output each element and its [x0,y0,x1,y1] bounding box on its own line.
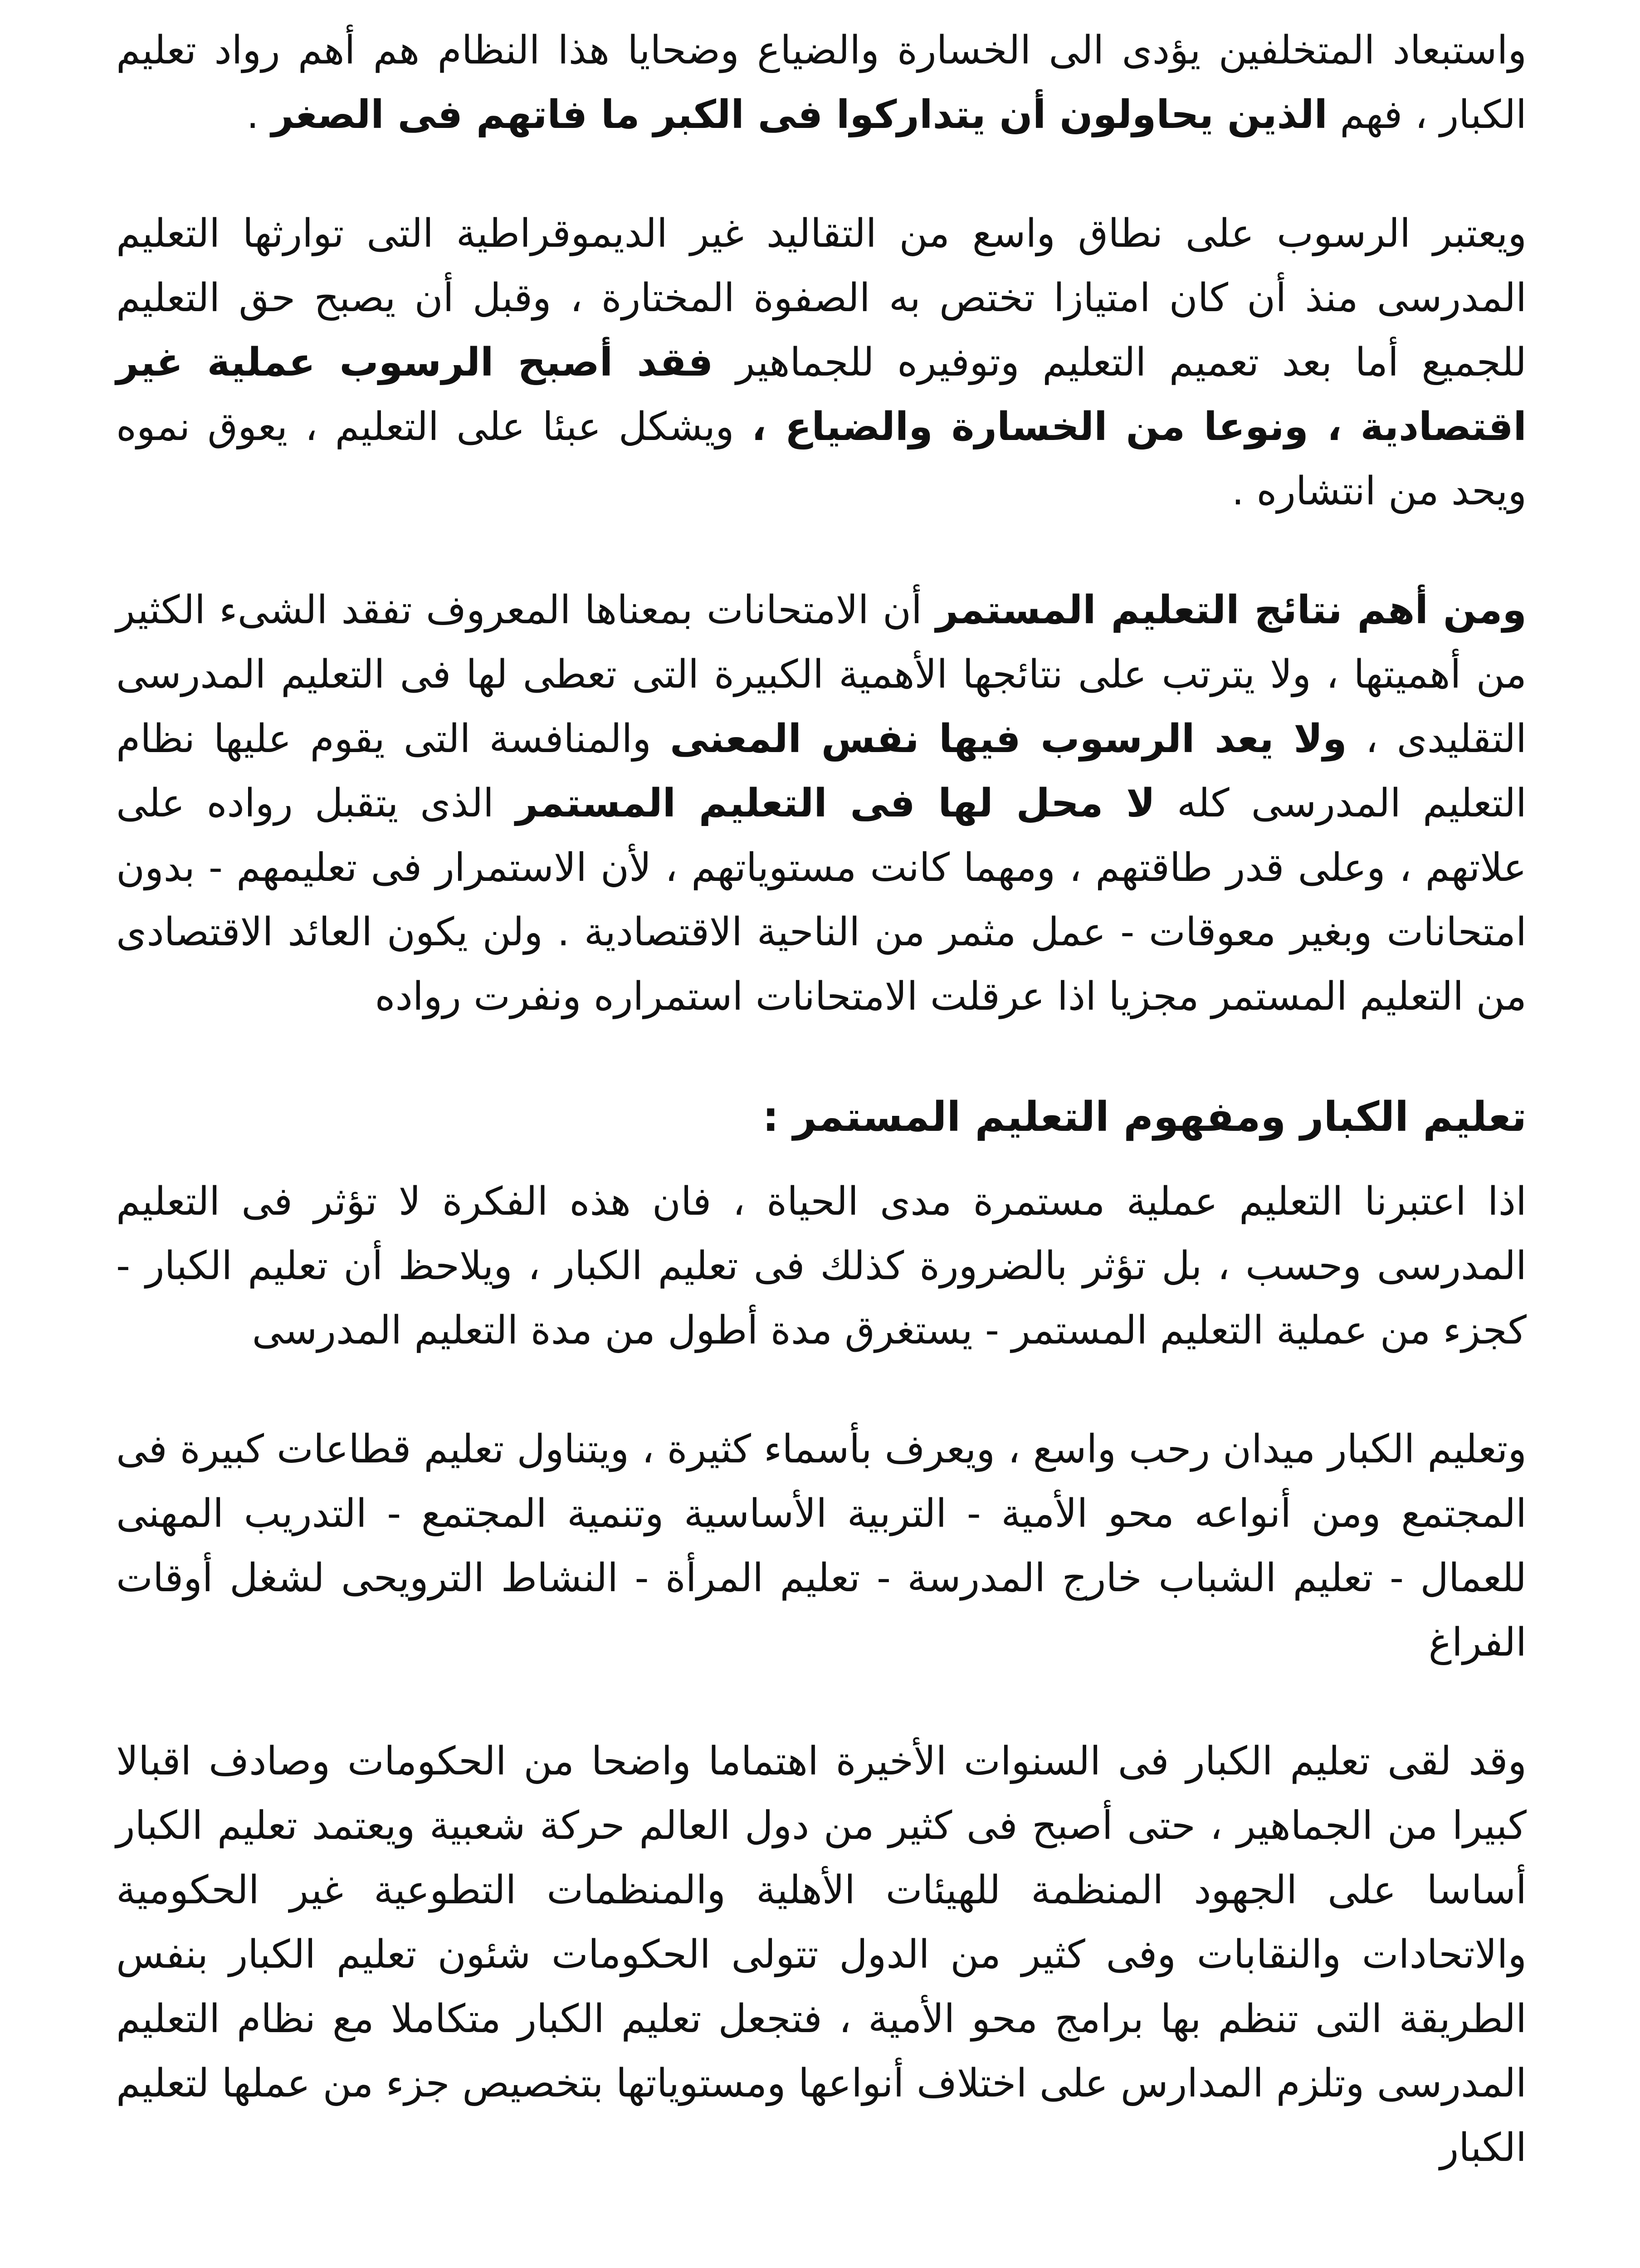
section-heading: تعليم الكبار ومفهوم التعليم المستمر : [762,1093,1527,1141]
bold-phrase: ومن أهم نتائج التعليم المستمر [936,587,1527,633]
paragraph-dropouts-loss [116,18,1527,147]
paragraph-lifelong-learning: اذا اعتبرنا التعليم عملية مستمرة مدى الحياة ، فان هذه الفكرة لا تؤثر فى التعليم المدرسى وحسب ، بل تؤثر بالضرورة كذلك فى تعليم الكبار ، ويلاحظ أن تعليم الكبار - كجزء من عملية التعليم المستمر - يستغرق مدة أطول من مدة التعليم المدرسى [116,1179,1527,1353]
bold-phrase: فقد أصبح الرسوب عملية غير اقتصادية ، ونوعا من الخسارة والضياع ، [116,340,1527,450]
paragraph-continuous-education-results [116,578,1527,1029]
page-body [116,18,1527,2180]
paragraph-adult-education-field: وتعليم الكبار ميدان رحب واسع ، ويعرف بأسماء كثيرة ، ويتناول تعليم قطاعات كبيرة فى المجتمع ومن أنواعه محو الأمية - التربية الأساسية وتنمية المجتمع - التدريب المهنى للعمال - تعليم الشباب خارج المدرسة - تعليم المرأة - النشاط الترويحى لشغل أوقات الفراغ [116,1427,1527,1665]
paragraph-text: أن الامتحانات بمعناها المعروف تفقد الشىء الكثير من أهميتها ، ولا يترتب على نتائجها الأهمية الكبيرة التى تعطى لها فى التعليم المدرسى التقليدى ، [116,587,1527,762]
bold-phrase: الذين يحاولون أن يتداركوا فى الكبر ما فاتهم فى الصغر [271,92,1328,137]
paragraph-text: ويعتبر الرسوب على نطاق واسع من التقاليد غير الديموقراطية التى توارثها التعليم المدرسى منذ أن كان امتيازا تختص به الصفوة المختارة ، وقبل أن يصبح حق التعليم للجميع أما بعد تعميم التعليم وتوفيره للجماهير [116,211,1527,385]
bold-phrase: لا محل لها فى التعليم المستمر [515,781,1155,826]
paragraph-text: ويشكل عبئا على التعليم ، يعوق نموه ويحد من انتشاره . [116,404,1527,514]
paragraph-failure-tradition [116,201,1527,523]
paragraph-text: والمنافسة التى يقوم عليها نظام التعليم المدرسى كله [116,716,1527,826]
paragraph-text: الذى يتقبل رواده على علاتهم ، وعلى قدر طاقتهم ، ومهما كانت مستوياتهم ، لأن الاستمرار فى تعليمهم - بدون امتحانات وبغير معوقات - عمل مثمر من الناحية الاقتصادية . ولن يكون العائد الاقتصادى من التعليم المستمر مجزيا اذا عرقلت الامتحانات استمراره ونفرت رواده [116,781,1527,1019]
paragraph-text: . [246,92,272,137]
paragraph-government-interest: وقد لقى تعليم الكبار فى السنوات الأخيرة اهتماما واضحا من الحكومات وصادف اقبالا كبيرا من الجماهير ، حتى أصبح فى كثير من دول العالم حركة شعبية ويعتمد تعليم الكبار أساسا على الجهود المنظمة للهيئات الأهلية والمنظمات التطوعية غير الحكومية والاتحادات والنقابات وفى كثير من الدول تتولى الحكومات شئون تعليم الكبار بنفس الطريقة التى تنظم بها برامج محو الأمية ، فتجعل تعليم الكبار متكاملا مع نظام التعليم المدرسى وتلزم المدارس على اختلاف أنواعها ومستوياتها بتخصيص جزء من عملها لتعليم الكبار [116,1739,1527,2170]
paragraph-text: واستبعاد المتخلفين يؤدى الى الخسارة والضياع وضحايا هذا النظام هم أهم رواد تعليم الكبار ، فهم [116,28,1527,137]
bold-phrase: ولا يعد الرسوب فيها نفس المعنى [670,716,1347,762]
